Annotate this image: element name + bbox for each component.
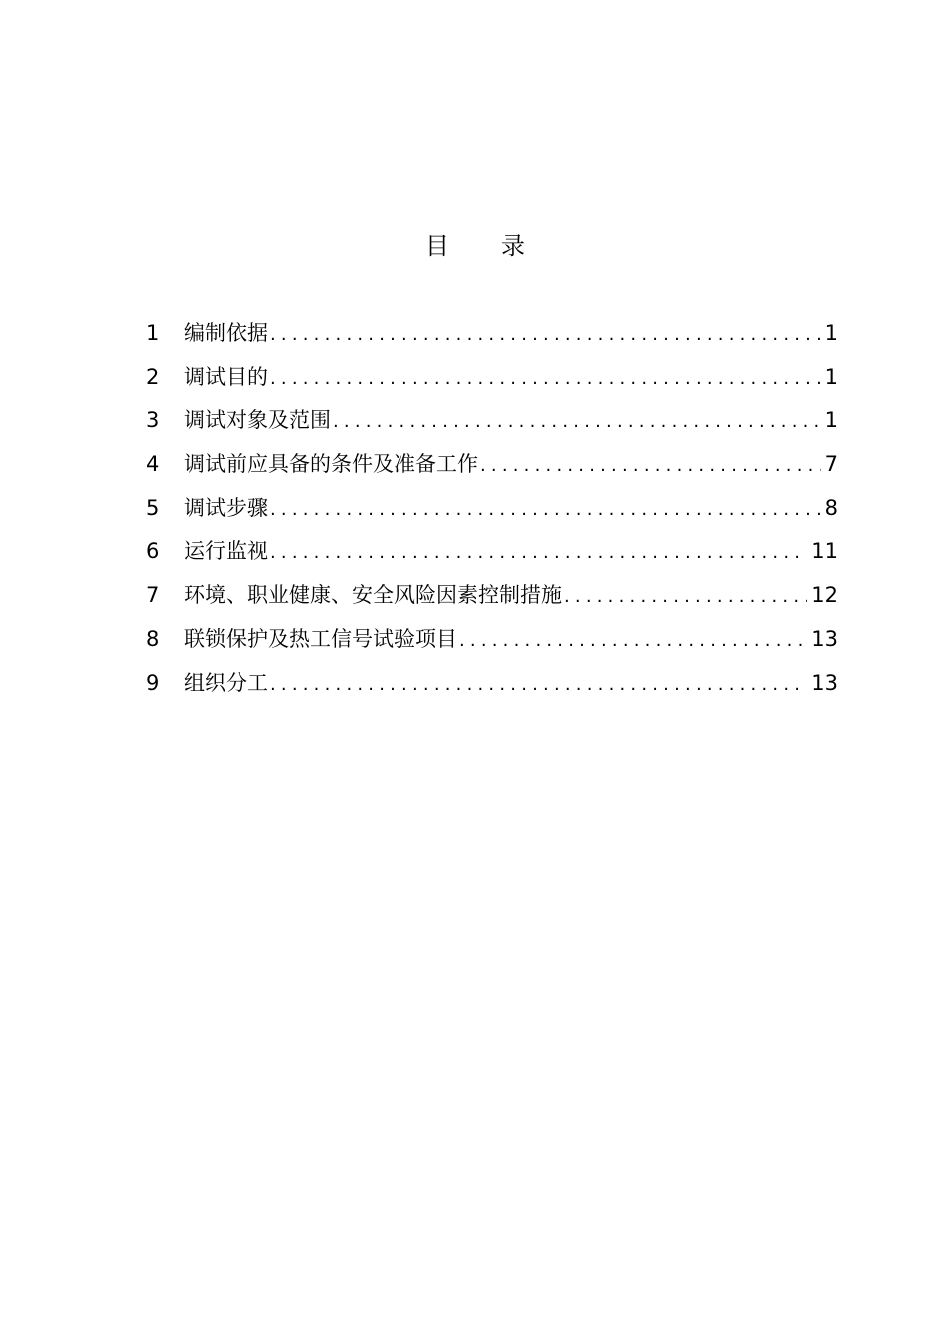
toc-entry-page: 13 xyxy=(811,670,838,695)
toc-entry-text: 联锁保护及热工信号试验项目 xyxy=(184,626,457,651)
toc-entry-number: 6 xyxy=(146,539,160,564)
toc-entry-page: 13 xyxy=(811,626,838,651)
toc-entry-page: 7 xyxy=(824,452,838,477)
toc-dot-leader xyxy=(270,534,807,572)
toc-entry-number: 4 xyxy=(146,452,160,477)
toc-entry-text: 运行监视 xyxy=(184,539,268,564)
toc-entry-page: 11 xyxy=(811,539,838,564)
toc-entry-text: 调试目的 xyxy=(184,364,268,389)
toc-entry-number: 8 xyxy=(146,626,160,651)
toc-entry-2[interactable] xyxy=(142,358,838,402)
toc-entry-number: 1 xyxy=(146,321,160,345)
toc-entry-text: 调试步骤 xyxy=(184,495,268,520)
toc-dot-leader xyxy=(564,578,807,616)
toc-entry-number: 3 xyxy=(146,408,160,433)
toc-entry-3[interactable] xyxy=(142,401,838,445)
toc-entry-page: 1 xyxy=(824,408,838,433)
toc-entry-page: 1 xyxy=(824,321,838,345)
toc-entry-text: 调试前应具备的条件及准备工作 xyxy=(184,452,478,477)
toc-dot-leader xyxy=(270,666,807,704)
toc-entry-4[interactable] xyxy=(142,445,838,489)
toc-title-char-2: 录 xyxy=(501,232,525,260)
toc-entry-1[interactable] xyxy=(142,314,838,358)
toc-entry-number: 7 xyxy=(146,583,160,608)
toc-entry-text: 调试对象及范围 xyxy=(184,408,331,433)
toc-title xyxy=(0,228,950,264)
toc-dot-leader xyxy=(270,316,821,354)
toc-title-char-1: 目 xyxy=(425,232,449,260)
toc-entry-5[interactable] xyxy=(142,489,838,533)
toc-entry-number: 5 xyxy=(146,495,160,520)
toc-entry-number: 9 xyxy=(146,670,160,695)
toc-list xyxy=(142,314,838,707)
toc-dot-leader xyxy=(270,360,821,398)
toc-entry-number: 2 xyxy=(146,364,160,389)
toc-entry-page: 1 xyxy=(824,364,838,389)
toc-entry-text: 编制依据 xyxy=(184,321,268,345)
toc-entry-6[interactable] xyxy=(142,532,838,576)
toc-dot-leader xyxy=(480,447,821,485)
toc-entry-text: 组织分工 xyxy=(184,670,268,695)
toc-dot-leader xyxy=(270,491,821,529)
toc-entry-7[interactable] xyxy=(142,576,838,620)
toc-entry-page: 12 xyxy=(811,583,838,608)
toc-entry-9[interactable] xyxy=(142,664,838,708)
toc-entry-text: 环境、职业健康、安全风险因素控制措施 xyxy=(184,583,562,608)
toc-dot-leader xyxy=(333,403,821,441)
toc-entry-8[interactable] xyxy=(142,620,838,664)
toc-dot-leader xyxy=(459,622,807,660)
toc-entry-page: 8 xyxy=(824,495,838,520)
